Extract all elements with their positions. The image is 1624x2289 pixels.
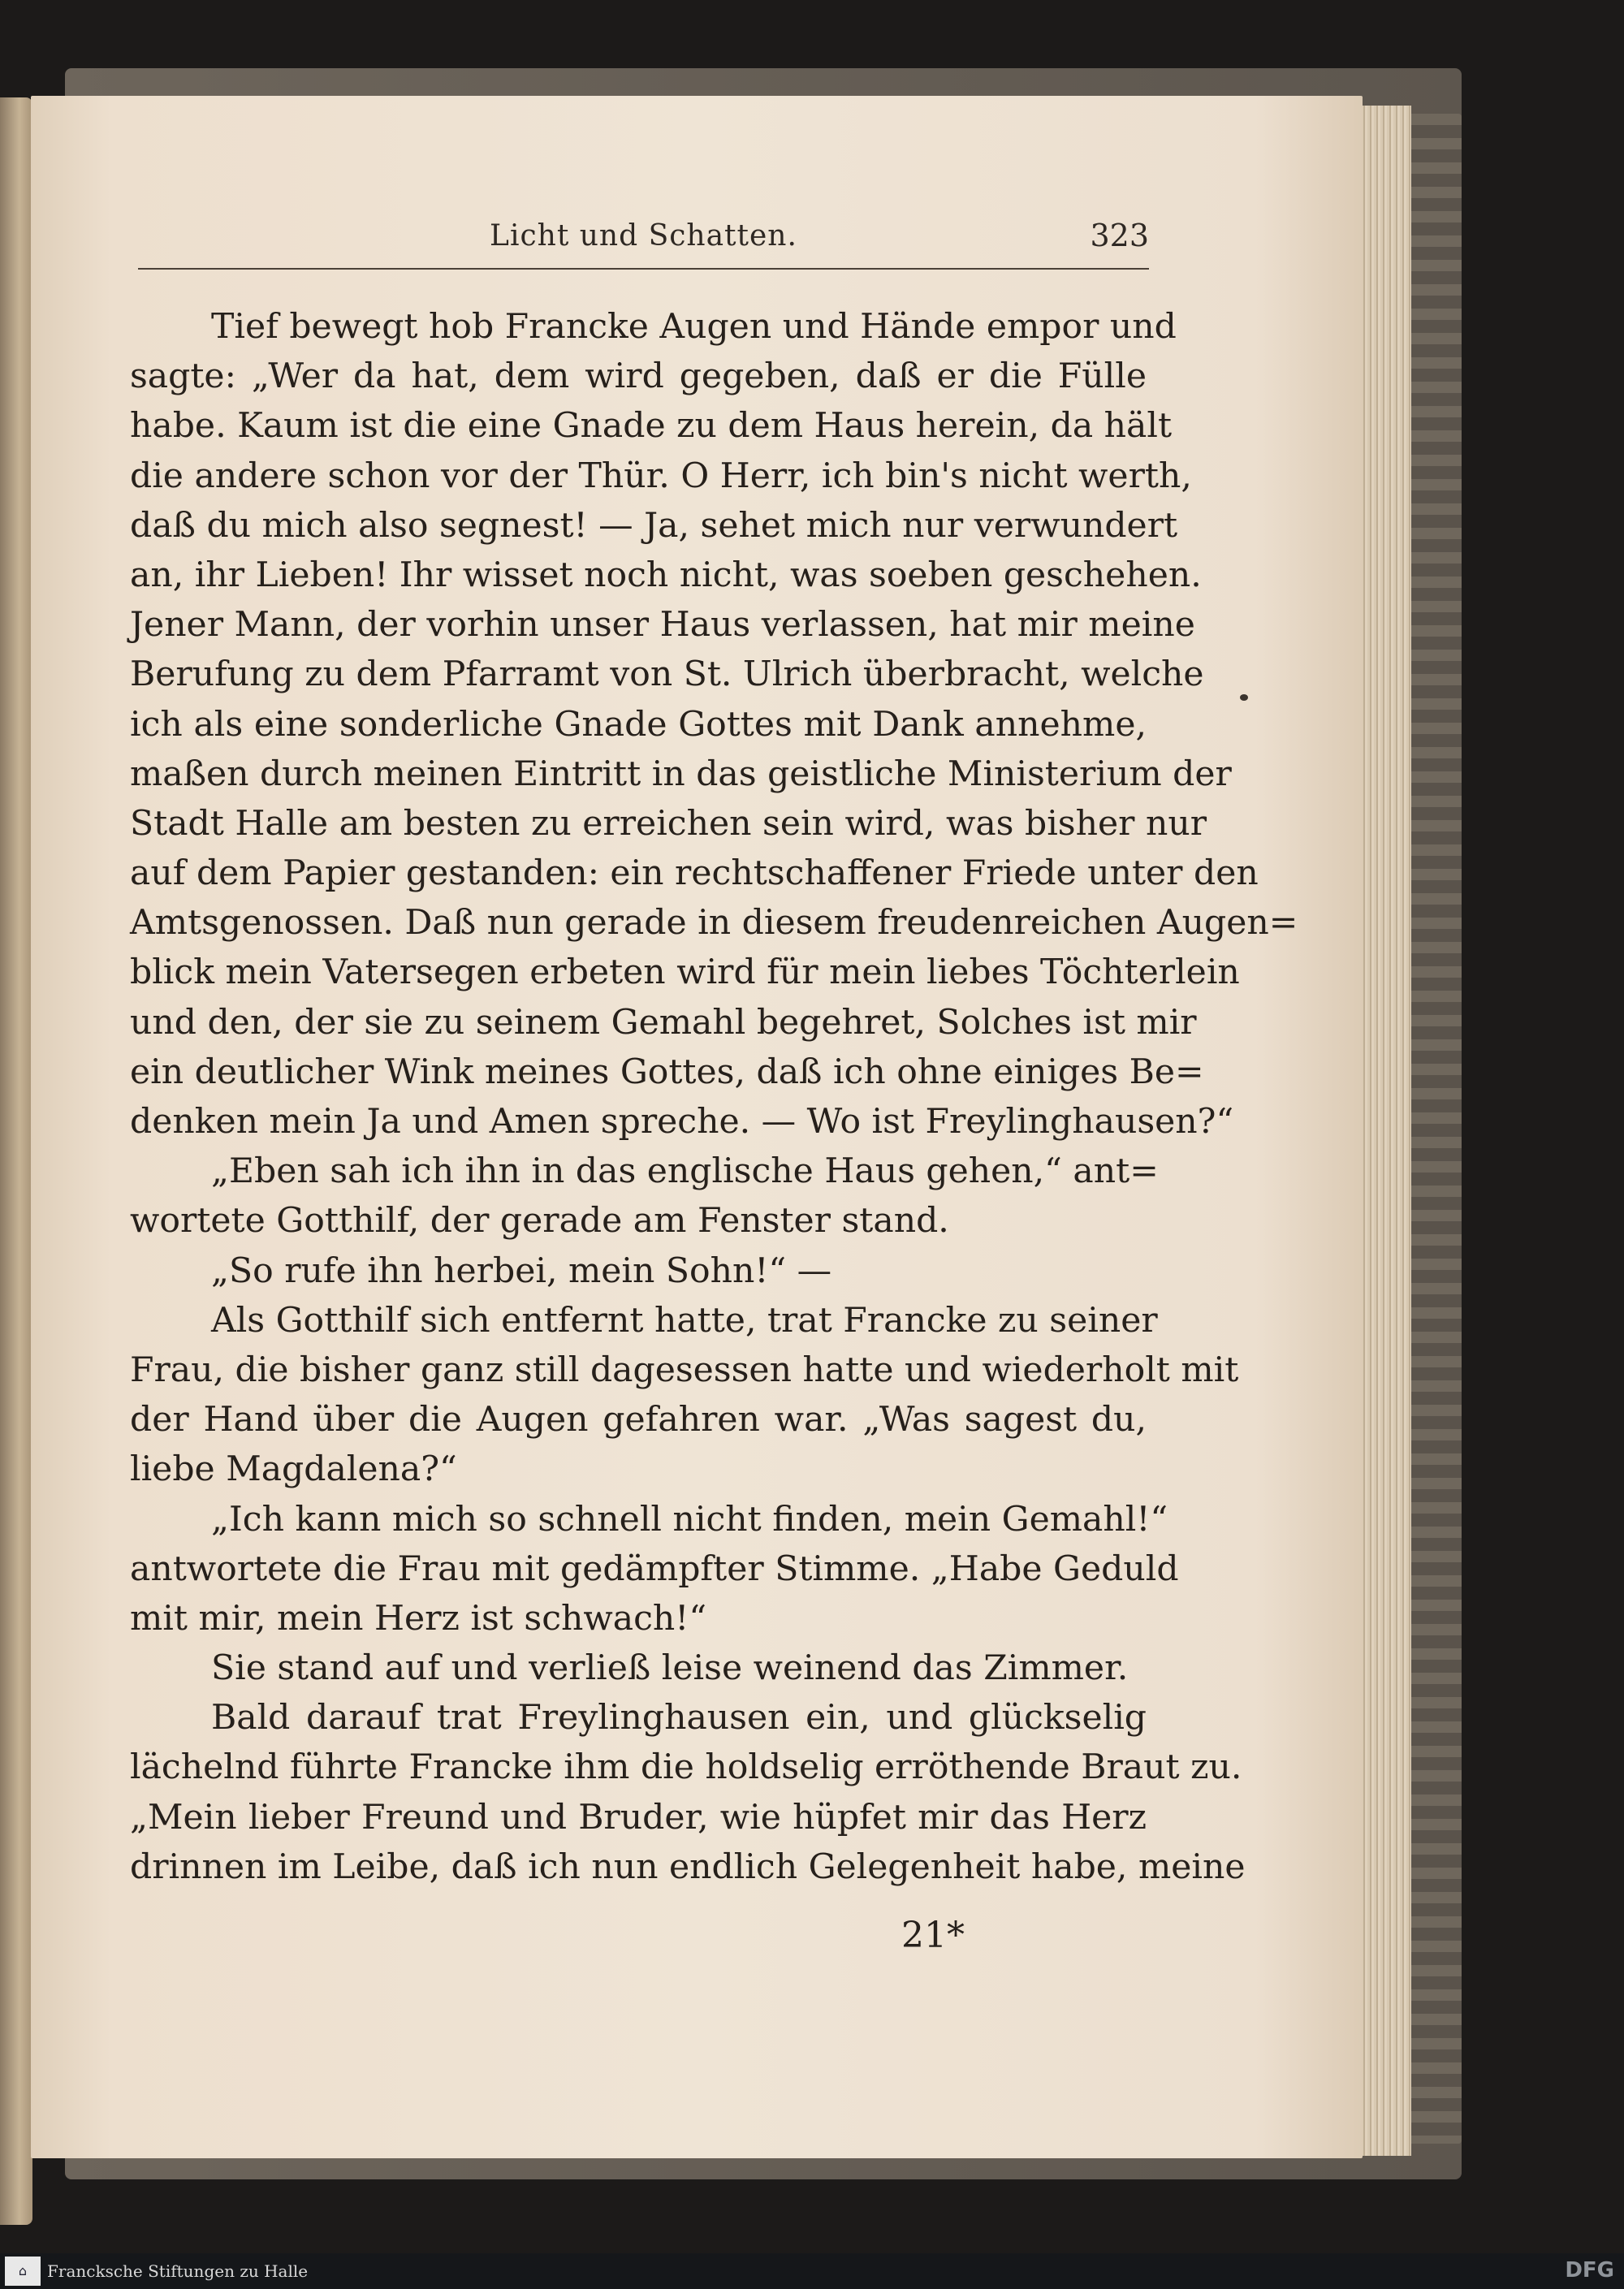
text-line: lächelnd führte Francke ihm die holdselig erröthende Braut zu. xyxy=(130,1747,1242,1788)
body-text xyxy=(130,302,1298,1892)
text-line: Amtsgenossen. Daß nun gerade in diesem freudenreichen Augen= xyxy=(130,903,1298,944)
facing-page-edge xyxy=(0,97,32,2225)
page-number: 323 xyxy=(1090,218,1149,253)
text-line: blick mein Vatersegen erbeten wird für mein liebes Töchterlein xyxy=(130,952,1240,993)
text-line: und den, der sie zu seinem Gemahl begehret, Solches ist mir xyxy=(130,1002,1197,1043)
text-line: Sie stand auf und verließ leise weinend das Zimmer. xyxy=(211,1648,1129,1689)
text-line: Jener Mann, der vorhin unser Haus verlassen, hat mir meine xyxy=(130,605,1195,646)
text-line: „Mein lieber Freund und Bruder, wie hüpfet mir das Herz xyxy=(130,1797,1147,1838)
text-line: an, ihr Lieben! Ihr wisset noch nicht, was soeben geschehen. xyxy=(130,555,1202,595)
text-line: Tief bewegt hob Francke Augen und Hände empor und xyxy=(211,307,1177,347)
ink-speck xyxy=(1240,694,1248,701)
cover-edge xyxy=(1405,114,1462,2144)
text-line: sagte: „Wer da hat, dem wird gegeben, daß er die Fülle xyxy=(130,356,1147,397)
signature-mark: 21* xyxy=(901,1915,965,1956)
text-line: maßen durch meinen Eintritt in das geistliche Ministerium der xyxy=(130,754,1232,794)
text-line: „Ich kann mich so schnell nicht finden, mein Gemahl!“ xyxy=(211,1499,1168,1540)
text-line: „So rufe ihn herbei, mein Sohn!“ — xyxy=(211,1250,832,1291)
text-line: der Hand über die Augen gefahren war. „Was sagest du, xyxy=(130,1400,1147,1440)
running-head xyxy=(138,218,1149,270)
text-line: ein deutlicher Wink meines Gottes, daß ich ohne einiges Be= xyxy=(130,1052,1204,1092)
text-line: wortete Gotthilf, der gerade am Fenster stand. xyxy=(130,1201,949,1242)
text-line: drinnen im Leibe, daß ich nun endlich Gelegenheit habe, meine xyxy=(130,1846,1246,1887)
text-line: liebe Magdalena?“ xyxy=(130,1449,457,1490)
text-line: Als Gotthilf sich entfernt hatte, trat Francke zu seiner xyxy=(211,1300,1158,1341)
text-line: denken mein Ja und Amen spreche. — Wo ist Freylinghausen?“ xyxy=(130,1102,1234,1142)
text-line: mit mir, mein Herz ist schwach!“ xyxy=(130,1598,707,1639)
institution-label: Francksche Stiftungen zu Halle xyxy=(47,2261,309,2281)
text-line: daß du mich also segnest! — Ja, sehet mich nur verwundert xyxy=(130,505,1178,546)
text-line: die andere schon vor der Thür. O Herr, ich bin's nicht werth, xyxy=(130,456,1192,496)
text-line: habe. Kaum ist die eine Gnade zu dem Haus herein, da hält xyxy=(130,406,1173,447)
text-line: Berufung zu dem Pfarramt von St. Ulrich überbracht, welche xyxy=(130,654,1204,695)
dfg-badge: DFG xyxy=(1565,2258,1614,2283)
text-line: „Eben sah ich ihn in das englische Haus gehen,“ ant= xyxy=(211,1151,1159,1192)
text-line: ich als eine sonderliche Gnade Gottes mit Dank annehme, xyxy=(130,704,1147,745)
text-line: auf dem Papier gestanden: ein rechtschaffener Friede unter den xyxy=(130,853,1259,894)
text-line: Bald darauf trat Freylinghausen ein, und glückselig xyxy=(211,1698,1147,1738)
text-line: Stadt Halle am besten zu erreichen sein wird, was bisher nur xyxy=(130,803,1207,844)
text-line: antwortete die Frau mit gedämpfter Stimme. „Habe Geduld xyxy=(130,1548,1179,1589)
institution-logo-icon: ⌂ xyxy=(5,2257,41,2286)
running-title: Licht und Schatten. xyxy=(490,219,797,253)
viewer-footer xyxy=(0,2253,1624,2289)
text-line: Frau, die bisher ganz still dagesessen hatte und wiederholt mit xyxy=(130,1350,1239,1390)
